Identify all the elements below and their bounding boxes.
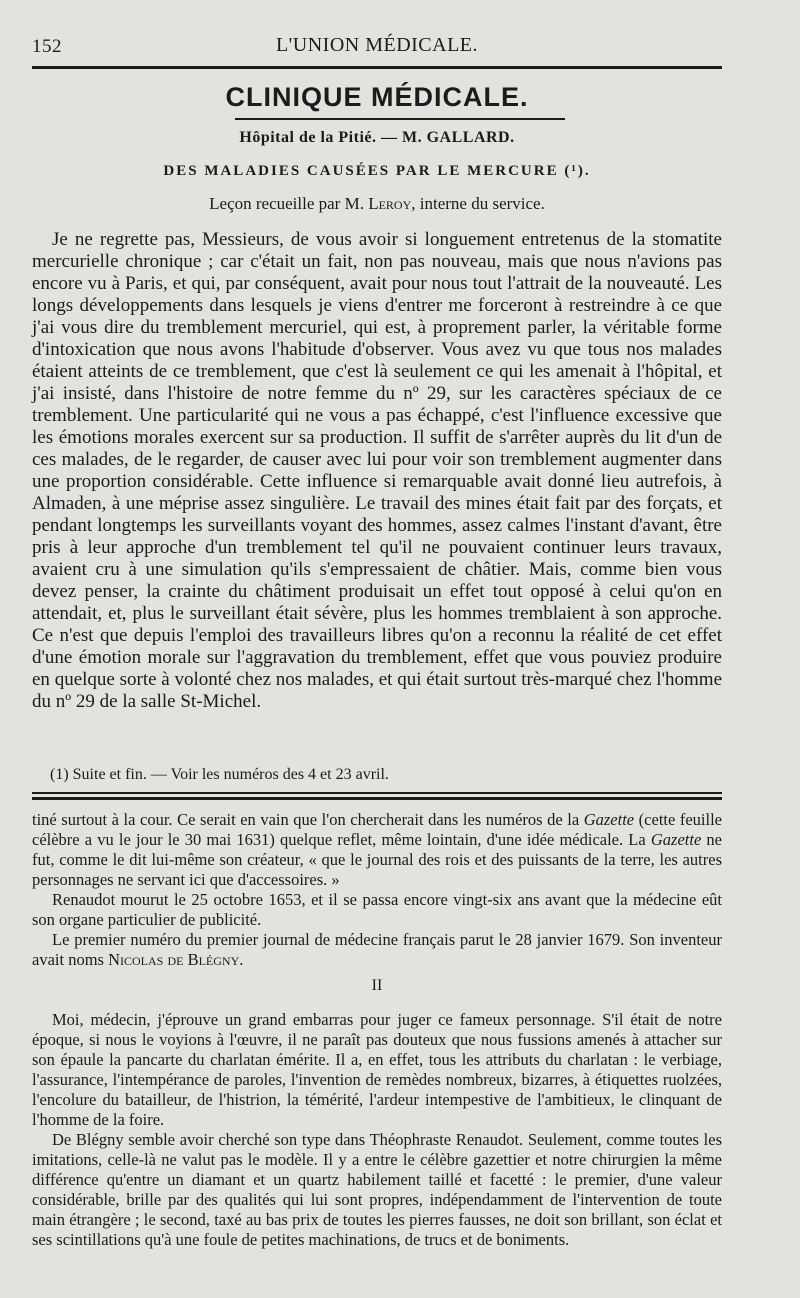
article-paragraph: Je ne regrette pas, Messieurs, de vous avoir si longuement entretenus de la stomatite mercurielle chronique ; car c'était un fait, non pas nouveau, mais que nous n'avions pas encore vu à Paris, et qui, par conséquent, avait pour nous tout l'attrait de la nouveauté. Les longs développements dans lesquels je viens d'entrer me forceront à restreindre à ce que j'ai vous dire du tremblement mercuriel, qui est, à proprement parler, la véritable forme d'intoxication que nous avons l'habitude d'observer. Vous avez vu que tous nos malades étaient atteints de ce tremblement, que c'est là seulement ce qui les amenait à l'hôpital, et j'ai insisté, dans l'histoire de notre femme du nº 29, sur les caractères spéciaux de ce tremblement. Une particularité qui ne vous a pas échappé, c'est l'influence excessive que les émotions morales exercent sur sa production. Il suffit de s'arrêter auprès du lit d'un de ces malades, de le regarder, de causer avec lui pour voir son tremblement augmenter dans une proportion considérable. Cette influence si remarquable avait donné lieu autrefois, à Almaden, à une méprise assez singulière. Le travail des mines était fait par des forçats, et pendant longtemps les surveillants voyant des hommes, assez calmes l'instant d'avant, être pris à leur approche d'un tremblement tel qu'il ne pouvaient continuer leurs travaux, avaient cru à une simulation qu'ils s'empressaient de châtier. Mais, comme bien vous devez penser, la crainte du châtiment produisait un effet tout opposé à celui qu'on en attendait, et, plus le surveillant était sévère, plus les hommes tremblaient à son approche. Ce n'est que depuis l'emploi des travailleurs libres qu'on a reconnu la réalité de cet effet d'une émotion morale sur l'aggravation du tremblement, effet que vous pouviez produire en quelque sorte à volonté chez nos malades, et qui était surtout très-marqué chez l'homme du nº 29 de la salle St-Michel. [32,229,722,712]
feuilleton-paragraph-1 [32,810,722,890]
feuilleton-paragraph-4: Moi, médecin, j'éprouve un grand embarras pour juger ce fameux personnage. S'il était de notre époque, si nous le voyions à l'œuvre, il ne paraît pas douteux que nous fussions amenés à attacher sur son épaule la pancarte du charlatan émérite. Il a, en effet, tous les attributs du charlatan : le verbiage, l'assurance, l'intempérance de paroles, l'invention de remèdes nombreux, bizarres, à étiquettes ruolzées, l'encolure du batailleur, de l'histrion, la témérité, l'ardeur intempestive de l'ambitieux, le clinquant de l'homme de la foire. [32,1010,722,1129]
footnote-mark: (¹). [564,163,591,179]
header-rule [32,66,722,69]
lecture-suffix: , interne du service. [411,194,545,213]
footnote: (1) Suite et fin. — Voir les numéros des 4 et 23 avril. [50,766,389,783]
lecture-prefix: Leçon recueille par M. [209,194,369,213]
journal-title: L'UNION MÉDICALE. [275,34,479,56]
feuilleton-p3-text-b: . [239,950,244,969]
section-numeral: II [371,977,383,994]
section-rule [235,118,565,120]
feuilleton-p1-text-b: (cette feuille célèbre a vu le jour le 30 mai 1631) quelque reflet, même lointain, d'une idée médicale. La [32,810,722,849]
feuilleton-paragraph-5: De Blégny semble avoir cherché son type dans Théophraste Renaudot. Seulement, comme toutes les imitations, celle-là ne valut pas le modèle. Il y a entre le célèbre gazettier et notre chirurgien la même différence qu'entre un diamant et un quartz habilement taillé et facetté : le premier, d'une valeur considérable, brille par des qualités qui lui sont propres, indépendamment de l'intervention de toute main étrangère ; le second, taxé au bas prix de toutes les pierres fausses, ne doit son brillant, son éclat et ses scintillations qu'à une foule de petites machinations, de trucs et de boniments. [32,1130,722,1249]
gazette-title-2: Gazette [650,830,702,849]
article-title [32,163,722,180]
inventor-name: Nicolas de Blégny [108,950,240,969]
feuilleton-paragraph-2: Renaudot mourut le 25 octobre 1653, et il se passa encore vingt-six ans avant que la médecine eût son organe particulier de publicité. [32,890,722,929]
article-title-text: DES MALADIES CAUSÉES PAR LE MERCURE [163,163,559,179]
section-title: CLINIQUE MÉDICALE. [225,82,529,112]
lecture-author: Leroy [368,194,412,213]
feuilleton-rule-bottom [32,797,722,800]
feuilleton-p3-text-a: Le premier numéro du premier journal de médecine français parut le 28 janvier 1679. Son inventeur avait noms [32,930,722,969]
gazette-title-1: Gazette [583,810,635,829]
feuilleton-p1-text-a: tiné surtout à la cour. Ce serait en vain que l'on chercherait dans les numéros de la [32,810,584,829]
lecture-credit [32,194,722,214]
page-header [32,32,722,62]
feuilleton-paragraph-3 [32,930,722,970]
hospital-line: Hôpital de la Pitié. — M. GALLARD. [239,129,515,146]
feuilleton-rule-top [32,792,722,794]
feuilleton-p1-text-c: ne fut, comme le dit lui-même son créateur, « que le journal des rois et des puissants de la terre, les autres personnages ne servant ici que d'accessoires. » [32,830,722,889]
page-number: 152 [32,36,62,57]
